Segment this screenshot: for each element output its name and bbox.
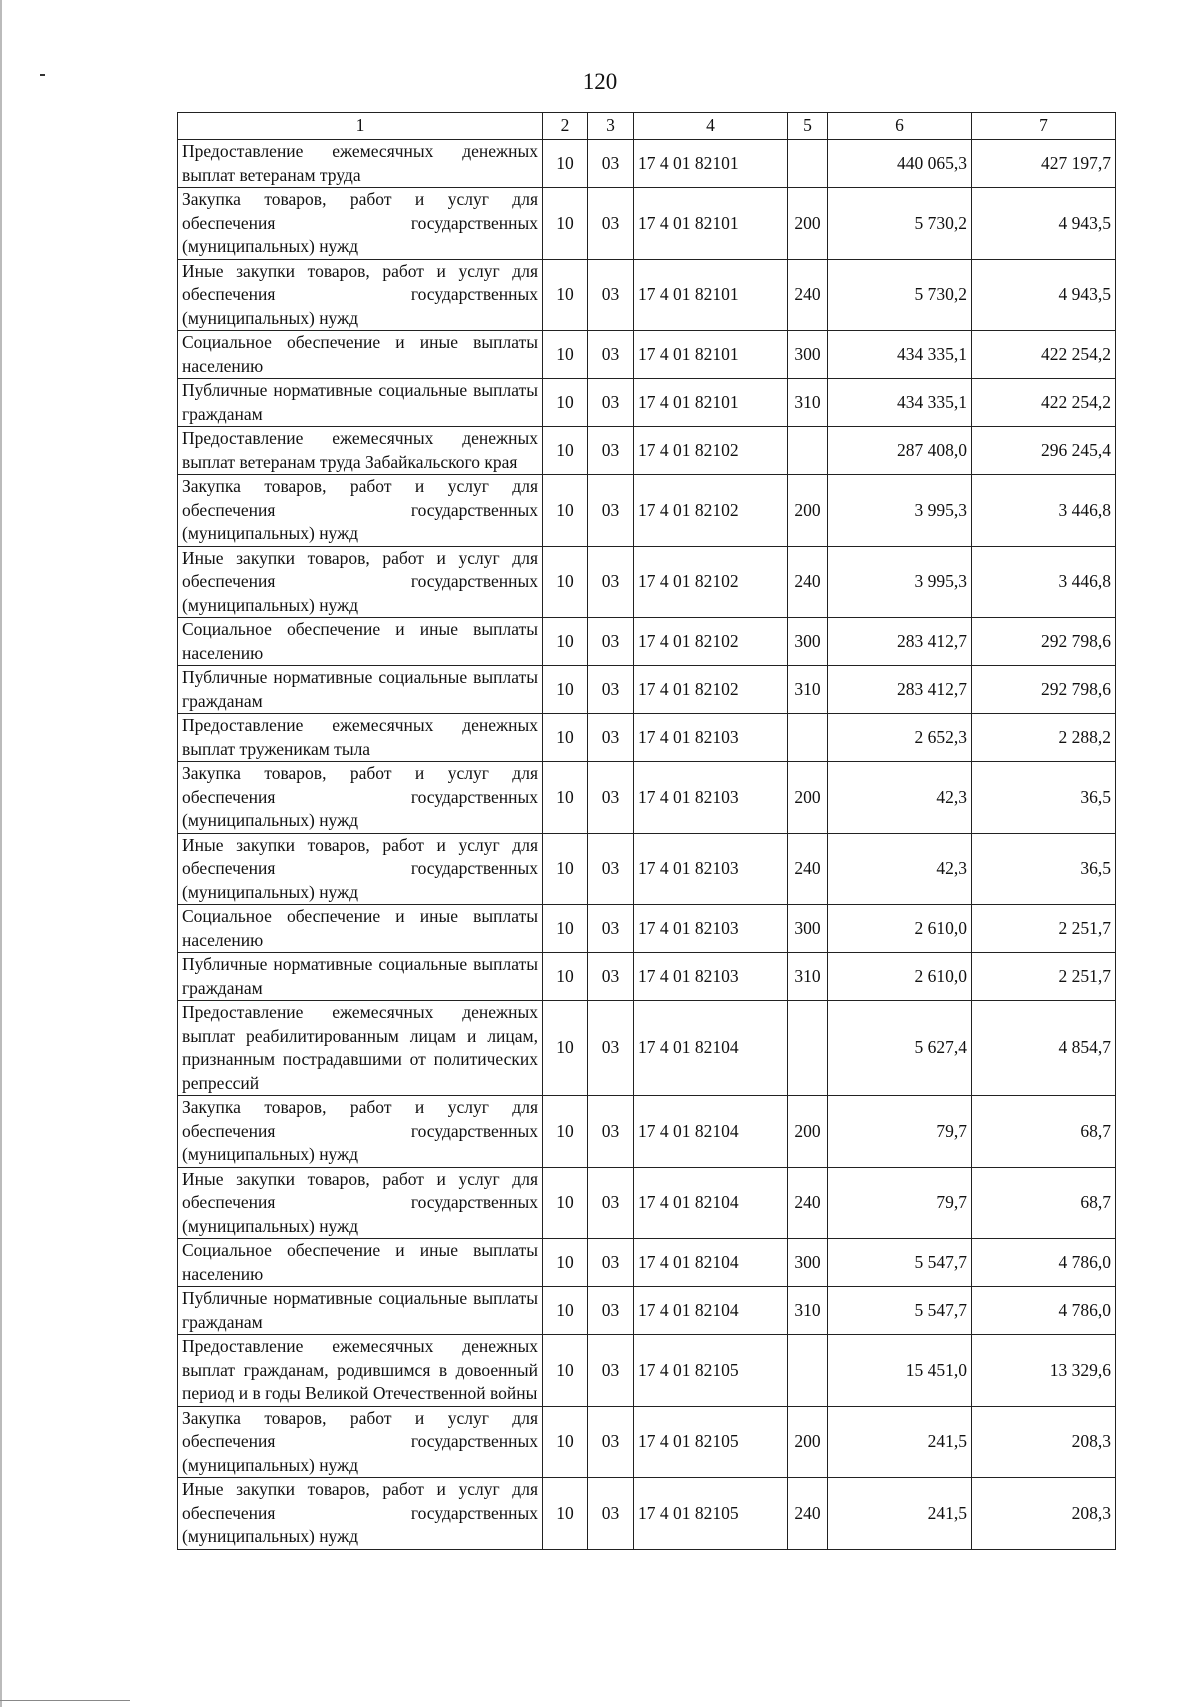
cell-expense-type: 240 bbox=[788, 546, 828, 618]
cell-amount-year1: 42,3 bbox=[828, 833, 972, 905]
cell-description: Закупка товаров, работ и услуг для обеспечения государственных (муниципальных) нужд bbox=[178, 1096, 543, 1168]
cell-subsection: 03 bbox=[588, 140, 634, 188]
table-row bbox=[178, 833, 1116, 905]
cell-amount-year2: 4 786,0 bbox=[972, 1287, 1116, 1335]
cell-amount-year1: 3 995,3 bbox=[828, 546, 972, 618]
cell-subsection: 03 bbox=[588, 762, 634, 834]
page-number: 120 bbox=[582, 69, 618, 94]
cell-section: 10 bbox=[543, 905, 588, 953]
cell-expense-type: 200 bbox=[788, 1096, 828, 1168]
cell-subsection: 03 bbox=[588, 427, 634, 475]
budget-table bbox=[177, 112, 1116, 1550]
scan-mark bbox=[0, 1700, 130, 1701]
cell-amount-year2: 296 245,4 bbox=[972, 427, 1116, 475]
cell-description: Публичные нормативные социальные выплаты гражданам bbox=[178, 1287, 543, 1335]
cell-section: 10 bbox=[543, 618, 588, 666]
cell-subsection: 03 bbox=[588, 1096, 634, 1168]
table-row bbox=[178, 259, 1116, 331]
cell-target-code: 17 4 01 82105 bbox=[634, 1406, 788, 1478]
cell-target-code: 17 4 01 82104 bbox=[634, 1287, 788, 1335]
cell-expense-type: 300 bbox=[788, 1239, 828, 1287]
cell-subsection: 03 bbox=[588, 666, 634, 714]
table-row bbox=[178, 666, 1116, 714]
table-row bbox=[178, 331, 1116, 379]
cell-amount-year2: 422 254,2 bbox=[972, 331, 1116, 379]
cell-expense-type: 310 bbox=[788, 379, 828, 427]
table-row bbox=[178, 1335, 1116, 1407]
cell-amount-year2: 4 854,7 bbox=[972, 1001, 1116, 1096]
cell-amount-year1: 283 412,7 bbox=[828, 618, 972, 666]
table-row bbox=[178, 140, 1116, 188]
cell-target-code: 17 4 01 82102 bbox=[634, 618, 788, 666]
cell-section: 10 bbox=[543, 1287, 588, 1335]
table-row bbox=[178, 1167, 1116, 1239]
table-row bbox=[178, 905, 1116, 953]
cell-amount-year2: 427 197,7 bbox=[972, 140, 1116, 188]
table-row bbox=[178, 427, 1116, 475]
cell-amount-year2: 3 446,8 bbox=[972, 475, 1116, 547]
cell-amount-year1: 79,7 bbox=[828, 1096, 972, 1168]
cell-target-code: 17 4 01 82102 bbox=[634, 666, 788, 714]
cell-target-code: 17 4 01 82103 bbox=[634, 905, 788, 953]
cell-amount-year1: 5 730,2 bbox=[828, 259, 972, 331]
cell-expense-type: 300 bbox=[788, 905, 828, 953]
cell-amount-year2: 4 786,0 bbox=[972, 1239, 1116, 1287]
cell-section: 10 bbox=[543, 140, 588, 188]
cell-expense-type bbox=[788, 1001, 828, 1096]
cell-description: Социальное обеспечение и иные выплаты населению bbox=[178, 331, 543, 379]
cell-expense-type: 200 bbox=[788, 1406, 828, 1478]
cell-target-code: 17 4 01 82104 bbox=[634, 1239, 788, 1287]
cell-section: 10 bbox=[543, 1167, 588, 1239]
column-header: 6 bbox=[828, 113, 972, 140]
cell-subsection: 03 bbox=[588, 1167, 634, 1239]
cell-expense-type: 240 bbox=[788, 1167, 828, 1239]
table-row bbox=[178, 1239, 1116, 1287]
table-row bbox=[178, 1478, 1116, 1550]
table-body bbox=[178, 140, 1116, 1550]
cell-amount-year1: 287 408,0 bbox=[828, 427, 972, 475]
cell-subsection: 03 bbox=[588, 833, 634, 905]
cell-expense-type: 310 bbox=[788, 1287, 828, 1335]
cell-amount-year2: 422 254,2 bbox=[972, 379, 1116, 427]
cell-subsection: 03 bbox=[588, 1335, 634, 1407]
cell-description: Закупка товаров, работ и услуг для обеспечения государственных (муниципальных) нужд bbox=[178, 188, 543, 260]
cell-section: 10 bbox=[543, 953, 588, 1001]
cell-subsection: 03 bbox=[588, 475, 634, 547]
cell-subsection: 03 bbox=[588, 1001, 634, 1096]
cell-amount-year1: 5 547,7 bbox=[828, 1287, 972, 1335]
cell-subsection: 03 bbox=[588, 331, 634, 379]
cell-amount-year2: 2 251,7 bbox=[972, 905, 1116, 953]
cell-target-code: 17 4 01 82103 bbox=[634, 833, 788, 905]
cell-section: 10 bbox=[543, 1096, 588, 1168]
cell-amount-year2: 13 329,6 bbox=[972, 1335, 1116, 1407]
cell-target-code: 17 4 01 82105 bbox=[634, 1478, 788, 1550]
cell-subsection: 03 bbox=[588, 546, 634, 618]
table-row bbox=[178, 379, 1116, 427]
cell-amount-year2: 36,5 bbox=[972, 833, 1116, 905]
cell-amount-year2: 2 251,7 bbox=[972, 953, 1116, 1001]
cell-target-code: 17 4 01 82103 bbox=[634, 762, 788, 834]
table-row bbox=[178, 1001, 1116, 1096]
cell-description: Закупка товаров, работ и услуг для обеспечения государственных (муниципальных) нужд bbox=[178, 1406, 543, 1478]
cell-description: Социальное обеспечение и иные выплаты населению bbox=[178, 618, 543, 666]
cell-amount-year2: 68,7 bbox=[972, 1096, 1116, 1168]
cell-amount-year1: 434 335,1 bbox=[828, 331, 972, 379]
cell-amount-year2: 2 288,2 bbox=[972, 714, 1116, 762]
cell-expense-type bbox=[788, 714, 828, 762]
cell-description: Публичные нормативные социальные выплаты гражданам bbox=[178, 666, 543, 714]
cell-expense-type: 310 bbox=[788, 953, 828, 1001]
column-header: 5 bbox=[788, 113, 828, 140]
cell-expense-type: 200 bbox=[788, 762, 828, 834]
cell-expense-type: 200 bbox=[788, 188, 828, 260]
cell-section: 10 bbox=[543, 259, 588, 331]
table-row bbox=[178, 714, 1116, 762]
table-row bbox=[178, 475, 1116, 547]
cell-target-code: 17 4 01 82102 bbox=[634, 546, 788, 618]
table-row bbox=[178, 546, 1116, 618]
table-row bbox=[178, 1287, 1116, 1335]
cell-target-code: 17 4 01 82101 bbox=[634, 331, 788, 379]
cell-description: Предоставление ежемесячных денежных выплат ветеранам труда Забайкальского края bbox=[178, 427, 543, 475]
cell-subsection: 03 bbox=[588, 953, 634, 1001]
cell-section: 10 bbox=[543, 379, 588, 427]
cell-amount-year2: 292 798,6 bbox=[972, 666, 1116, 714]
cell-target-code: 17 4 01 82105 bbox=[634, 1335, 788, 1407]
cell-subsection: 03 bbox=[588, 188, 634, 260]
cell-target-code: 17 4 01 82103 bbox=[634, 714, 788, 762]
cell-description: Иные закупки товаров, работ и услуг для обеспечения государственных (муниципальных) нужд bbox=[178, 1167, 543, 1239]
cell-description: Публичные нормативные социальные выплаты гражданам bbox=[178, 379, 543, 427]
cell-subsection: 03 bbox=[588, 714, 634, 762]
cell-expense-type: 200 bbox=[788, 475, 828, 547]
cell-target-code: 17 4 01 82104 bbox=[634, 1001, 788, 1096]
cell-subsection: 03 bbox=[588, 1478, 634, 1550]
cell-amount-year2: 292 798,6 bbox=[972, 618, 1116, 666]
cell-target-code: 17 4 01 82101 bbox=[634, 379, 788, 427]
cell-amount-year1: 5 547,7 bbox=[828, 1239, 972, 1287]
cell-section: 10 bbox=[543, 1406, 588, 1478]
cell-expense-type: 240 bbox=[788, 1478, 828, 1550]
cell-amount-year1: 42,3 bbox=[828, 762, 972, 834]
cell-expense-type: 310 bbox=[788, 666, 828, 714]
cell-description: Социальное обеспечение и иные выплаты населению bbox=[178, 1239, 543, 1287]
scan-mark bbox=[40, 74, 45, 76]
cell-amount-year1: 2 610,0 bbox=[828, 905, 972, 953]
cell-description: Публичные нормативные социальные выплаты гражданам bbox=[178, 953, 543, 1001]
scan-mark bbox=[0, 0, 2, 1707]
cell-subsection: 03 bbox=[588, 1406, 634, 1478]
cell-section: 10 bbox=[543, 331, 588, 379]
cell-amount-year1: 283 412,7 bbox=[828, 666, 972, 714]
table-row bbox=[178, 188, 1116, 260]
cell-amount-year1: 3 995,3 bbox=[828, 475, 972, 547]
cell-subsection: 03 bbox=[588, 1287, 634, 1335]
cell-expense-type: 240 bbox=[788, 259, 828, 331]
cell-subsection: 03 bbox=[588, 618, 634, 666]
cell-target-code: 17 4 01 82102 bbox=[634, 475, 788, 547]
table-row bbox=[178, 762, 1116, 834]
cell-target-code: 17 4 01 82101 bbox=[634, 188, 788, 260]
cell-expense-type: 240 bbox=[788, 833, 828, 905]
cell-amount-year1: 5 730,2 bbox=[828, 188, 972, 260]
cell-target-code: 17 4 01 82103 bbox=[634, 953, 788, 1001]
cell-amount-year2: 208,3 bbox=[972, 1478, 1116, 1550]
cell-description: Иные закупки товаров, работ и услуг для обеспечения государственных (муниципальных) нужд bbox=[178, 1478, 543, 1550]
cell-expense-type: 300 bbox=[788, 618, 828, 666]
cell-section: 10 bbox=[543, 1001, 588, 1096]
column-header: 2 bbox=[543, 113, 588, 140]
cell-section: 10 bbox=[543, 475, 588, 547]
cell-section: 10 bbox=[543, 666, 588, 714]
cell-expense-type bbox=[788, 1335, 828, 1407]
column-header: 4 bbox=[634, 113, 788, 140]
column-header: 1 bbox=[178, 113, 543, 140]
cell-section: 10 bbox=[543, 546, 588, 618]
cell-description: Предоставление ежемесячных денежных выплат труженикам тыла bbox=[178, 714, 543, 762]
column-header: 7 bbox=[972, 113, 1116, 140]
cell-section: 10 bbox=[543, 714, 588, 762]
cell-section: 10 bbox=[543, 762, 588, 834]
cell-section: 10 bbox=[543, 1478, 588, 1550]
table-header-row bbox=[178, 113, 1116, 140]
cell-amount-year1: 15 451,0 bbox=[828, 1335, 972, 1407]
cell-description: Закупка товаров, работ и услуг для обеспечения государственных (муниципальных) нужд bbox=[178, 762, 543, 834]
cell-expense-type bbox=[788, 140, 828, 188]
cell-description: Предоставление ежемесячных денежных выплат гражданам, родившимся в довоенный период и в годы Великой Отечественной войны bbox=[178, 1335, 543, 1407]
cell-amount-year1: 241,5 bbox=[828, 1406, 972, 1478]
cell-section: 10 bbox=[543, 188, 588, 260]
cell-description: Иные закупки товаров, работ и услуг для обеспечения государственных (муниципальных) нужд bbox=[178, 833, 543, 905]
cell-section: 10 bbox=[543, 427, 588, 475]
table-row bbox=[178, 953, 1116, 1001]
cell-subsection: 03 bbox=[588, 259, 634, 331]
cell-amount-year1: 434 335,1 bbox=[828, 379, 972, 427]
cell-target-code: 17 4 01 82101 bbox=[634, 259, 788, 331]
cell-amount-year2: 3 446,8 bbox=[972, 546, 1116, 618]
cell-subsection: 03 bbox=[588, 905, 634, 953]
cell-amount-year1: 2 652,3 bbox=[828, 714, 972, 762]
table-row bbox=[178, 1406, 1116, 1478]
cell-expense-type: 300 bbox=[788, 331, 828, 379]
cell-amount-year2: 4 943,5 bbox=[972, 188, 1116, 260]
cell-target-code: 17 4 01 82104 bbox=[634, 1096, 788, 1168]
cell-description: Закупка товаров, работ и услуг для обеспечения государственных (муниципальных) нужд bbox=[178, 475, 543, 547]
table-row bbox=[178, 1096, 1116, 1168]
cell-subsection: 03 bbox=[588, 1239, 634, 1287]
cell-target-code: 17 4 01 82104 bbox=[634, 1167, 788, 1239]
cell-amount-year2: 36,5 bbox=[972, 762, 1116, 834]
cell-subsection: 03 bbox=[588, 379, 634, 427]
cell-description: Предоставление ежемесячных денежных выплат ветеранам труда bbox=[178, 140, 543, 188]
cell-description: Социальное обеспечение и иные выплаты населению bbox=[178, 905, 543, 953]
cell-description: Иные закупки товаров, работ и услуг для обеспечения государственных (муниципальных) нужд bbox=[178, 546, 543, 618]
cell-amount-year1: 2 610,0 bbox=[828, 953, 972, 1001]
cell-amount-year1: 440 065,3 bbox=[828, 140, 972, 188]
cell-amount-year2: 208,3 bbox=[972, 1406, 1116, 1478]
cell-amount-year2: 68,7 bbox=[972, 1167, 1116, 1239]
cell-section: 10 bbox=[543, 1239, 588, 1287]
cell-description: Предоставление ежемесячных денежных выплат реабилитированным лицам и лицам, признанным пострадавшими от политических репрессий bbox=[178, 1001, 543, 1096]
cell-expense-type bbox=[788, 427, 828, 475]
cell-target-code: 17 4 01 82101 bbox=[634, 140, 788, 188]
column-header: 3 bbox=[588, 113, 634, 140]
cell-description: Иные закупки товаров, работ и услуг для обеспечения государственных (муниципальных) нужд bbox=[178, 259, 543, 331]
cell-amount-year1: 241,5 bbox=[828, 1478, 972, 1550]
cell-amount-year1: 79,7 bbox=[828, 1167, 972, 1239]
cell-amount-year2: 4 943,5 bbox=[972, 259, 1116, 331]
cell-section: 10 bbox=[543, 1335, 588, 1407]
cell-target-code: 17 4 01 82102 bbox=[634, 427, 788, 475]
cell-amount-year1: 5 627,4 bbox=[828, 1001, 972, 1096]
cell-section: 10 bbox=[543, 833, 588, 905]
table-row bbox=[178, 618, 1116, 666]
